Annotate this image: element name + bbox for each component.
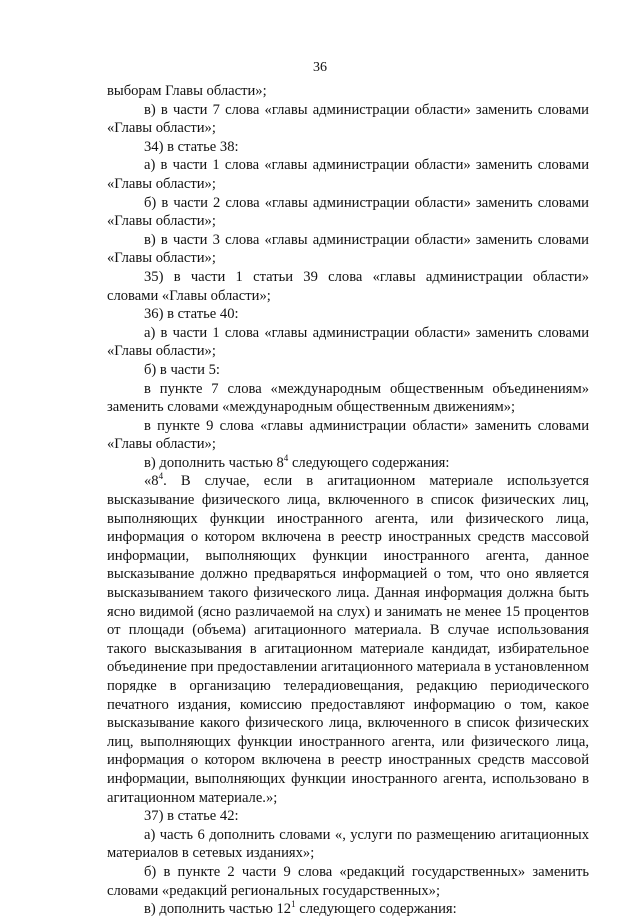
text-line — [107, 640, 589, 659]
text-line — [107, 138, 589, 157]
text-line — [107, 380, 589, 399]
text-line — [107, 751, 589, 770]
text-line — [107, 714, 589, 733]
text-line — [107, 231, 589, 250]
text-line — [107, 324, 589, 343]
text-line-content: б) в части 5: — [144, 361, 220, 378]
text-line-content: в) в части 7 слова «главы администрации области» заменить словами — [144, 101, 589, 118]
text-line — [107, 565, 589, 584]
text-line-continuation: . В случае, если в агитационном материале используется — [163, 473, 589, 490]
text-line-content: высказывание должно предваряться информацией о том, что оно является — [107, 566, 589, 583]
text-line-content: «8 — [144, 473, 159, 490]
text-line — [107, 194, 589, 213]
text-line — [107, 603, 589, 622]
text-line — [107, 212, 589, 231]
text-line-content: словами «редакций региональных государственных»; — [107, 882, 441, 899]
text-line-content: агитационном материале.»; — [107, 789, 278, 806]
text-line — [107, 268, 589, 287]
text-line — [107, 119, 589, 138]
text-line — [107, 677, 589, 696]
text-line — [107, 696, 589, 715]
text-line-content: словами «Главы области»; — [107, 287, 271, 304]
text-line — [107, 491, 589, 510]
text-line-content: в пункте 9 слова «главы администрации области» заменить словами — [144, 417, 589, 434]
text-line-content: «Главы области»; — [107, 175, 216, 192]
text-line-content: а) часть 6 дополнить словами «, услуги по размещению агитационных — [144, 826, 589, 843]
text-line — [107, 528, 589, 547]
text-line — [107, 472, 589, 491]
text-line — [107, 882, 589, 901]
text-line — [107, 510, 589, 529]
text-line — [107, 863, 589, 882]
text-line-content: «Главы области»; — [107, 436, 216, 453]
text-line-content: материалов в сетевых изданиях»; — [107, 845, 315, 862]
text-line-content: а) в части 1 слова «главы администрации области» заменить словами — [144, 324, 589, 341]
text-line-content: в) дополнить частью 12 — [144, 901, 292, 918]
text-line-content: заменить словами «международным общественным движениям»; — [107, 399, 516, 416]
text-line-content: б) в части 2 слова «главы администрации области» заменить словами — [144, 194, 589, 211]
text-line-content: информации, выполняющих функции иностранного агента, данное — [107, 547, 589, 564]
text-line-content: 35) в части 1 статьи 39 слова «главы администрации области» — [144, 268, 589, 285]
text-line — [107, 454, 589, 473]
text-line-content: 36) в статье 40: — [144, 306, 239, 323]
text-line — [107, 826, 589, 845]
text-line — [107, 621, 589, 640]
text-line — [107, 807, 589, 826]
text-line — [107, 658, 589, 677]
text-line-content: б) в пункте 2 части 9 слова «редакций государственных» заменить — [144, 863, 589, 880]
text-line-content: информации, выполняющих функции иностранного агента, использовано в — [107, 770, 589, 787]
text-line — [107, 82, 589, 101]
text-line-content: лиц, выполняющих функции иностранного агента, или физического лица, — [107, 733, 589, 750]
text-line-content: 37) в статье 42: — [144, 808, 239, 825]
document-body — [107, 82, 589, 919]
text-line-content: «Главы области»; — [107, 120, 216, 137]
page-number: 36 — [313, 60, 327, 75]
text-line — [107, 101, 589, 120]
text-line — [107, 398, 589, 417]
text-line-content: выполняющих функции иностранного агента, или физического лица, — [107, 510, 589, 527]
text-line — [107, 156, 589, 175]
text-line — [107, 547, 589, 566]
text-line — [107, 249, 589, 268]
text-line-content: 34) в статье 38: — [144, 138, 239, 155]
text-line-continuation: следующего содержания: — [295, 901, 457, 918]
text-line — [107, 584, 589, 603]
text-line — [107, 770, 589, 789]
text-line-content: высказыванием такого физического лица. Данная информация должна быть — [107, 585, 589, 602]
text-line-content: печатного издания, комиссию предоставляют информацию о том, какое — [107, 696, 589, 713]
text-line-content: высказывание какого физического лица, включенного в список физических — [107, 715, 589, 732]
text-line — [107, 900, 589, 919]
text-line-content: в пункте 7 слова «международным общественным объединениям» — [144, 380, 589, 397]
text-line — [107, 733, 589, 752]
text-line-content: высказывание физического лица, включенного в список физических лиц, — [107, 492, 589, 509]
text-line-content: объединение при предоставлении агитационного материала в установленном — [107, 659, 589, 676]
text-line-content: информация о котором включена в реестр иностранных средств массовой — [107, 529, 589, 546]
text-line-content: порядке в организацию телерадиовещания, редакцию периодического — [107, 678, 589, 694]
text-line-content: в) дополнить частью 8 — [144, 454, 284, 471]
text-line — [107, 175, 589, 194]
text-line-content: «Главы области»; — [107, 250, 216, 267]
superscript-number: 1 — [291, 899, 296, 910]
text-line-continuation: следующего содержания: — [288, 454, 450, 471]
text-line-content: ясно видимой (ясно различаемой на слух) и занимать не менее 15 процентов — [107, 603, 589, 620]
text-line-content: «Главы области»; — [107, 343, 216, 360]
text-line — [107, 305, 589, 324]
text-line — [107, 435, 589, 454]
text-line-content: информация о котором включена в реестр иностранных средств массовой — [107, 752, 589, 769]
text-line — [107, 361, 589, 380]
text-line-content: от площади (объема) агитационного материала. В случае использования — [107, 622, 589, 639]
text-line — [107, 417, 589, 436]
text-line-content: выборам Главы области»; — [107, 83, 267, 99]
text-line-content: а) в части 1 слова «главы администрации области» заменить словами — [144, 157, 589, 174]
text-line-content: «Главы области»; — [107, 213, 216, 230]
text-line-content: в) в части 3 слова «главы администрации области» заменить словами — [144, 231, 589, 248]
text-line — [107, 287, 589, 306]
text-line-content: такого высказывания в агитационном материале кандидат, избирательное — [107, 640, 589, 657]
text-line — [107, 844, 589, 863]
superscript-number: 4 — [283, 452, 289, 463]
superscript-number: 4 — [158, 472, 164, 482]
text-line — [107, 342, 589, 361]
text-line — [107, 789, 589, 808]
